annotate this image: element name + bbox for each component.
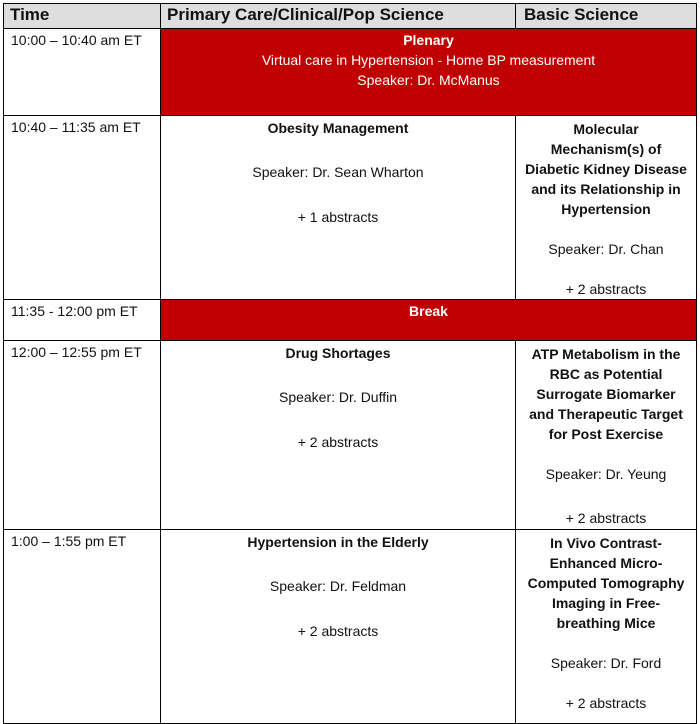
header-time: Time [4,4,161,29]
basic-title-line: Computed Tomography [527,575,685,591]
primary-session-cell [161,341,516,530]
plenary-cell [161,29,697,116]
header-row [4,4,697,29]
basic-title-line: and Therapeutic Target [529,406,683,422]
primary-session-cell [161,530,516,724]
session-abstracts: + 2 abstracts [565,510,647,526]
schedule-row [4,300,697,341]
basic-title-line: Diabetic Kidney Disease [525,161,687,177]
session-title: Drug Shortages [285,345,391,361]
basic-title-line: In Vivo Contrast- [550,535,662,551]
time-cell: 1:00 – 1:55 pm ET [4,530,161,724]
plenary-subtitle: Virtual care in Hypertension - Home BP measurement [261,52,596,68]
plenary-title: Plenary [403,32,454,48]
session-abstracts: + 2 abstracts [565,695,647,711]
session-speaker: Speaker: Dr. Chan [548,241,664,257]
session-abstracts: + 2 abstracts [297,434,379,450]
basic-title-line: Molecular [573,121,639,137]
time-cell: 12:00 – 12:55 pm ET [4,341,161,530]
basic-session-cell [516,116,697,300]
basic-title-line: breathing Mice [556,615,656,631]
basic-session-cell [516,530,697,724]
session-abstracts: + 1 abstracts [297,209,379,225]
session-title: Hypertension in the Elderly [247,534,429,550]
session-abstracts: + 2 abstracts [565,281,647,297]
schedule-row [4,341,697,530]
schedule-row [4,116,697,300]
basic-title-line: Hypertension [561,201,651,217]
basic-title-line: Surrogate Biomarker [536,386,676,402]
basic-title-line: Mechanism(s) of [550,141,662,157]
basic-title-line: Enhanced Micro- [549,555,663,571]
break-cell [161,300,697,341]
session-speaker: Speaker: Dr. Ford [550,655,662,671]
primary-session-cell [161,116,516,300]
schedule-row [4,29,697,116]
session-speaker: Speaker: Dr. Duffin [278,389,398,405]
header-primary: Primary Care/Clinical/Pop Science [161,4,516,29]
basic-title-line: and its Relationship in [531,181,681,197]
break-label: Break [409,303,448,319]
header-basic: Basic Science [516,4,697,29]
time-cell: 11:35 - 12:00 pm ET [4,300,161,341]
schedule-row [4,530,697,724]
basic-title-line: for Post Exercise [548,426,664,442]
session-abstracts: + 2 abstracts [297,623,379,639]
session-title: Obesity Management [267,120,409,136]
session-speaker: Speaker: Dr. Feldman [269,578,407,594]
plenary-speaker: Speaker: Dr. McManus [357,72,500,88]
schedule-table [3,3,697,724]
basic-title-line: Imaging in Free- [551,595,661,611]
session-speaker: Speaker: Dr. Yeung [545,466,667,482]
time-cell: 10:00 – 10:40 am ET [4,29,161,116]
time-cell: 10:40 – 11:35 am ET [4,116,161,300]
session-speaker: Speaker: Dr. Sean Wharton [252,164,424,180]
basic-title-line: ATP Metabolism in the [531,346,681,362]
basic-title-line: RBC as Potential [549,366,663,382]
basic-session-cell [516,341,697,530]
